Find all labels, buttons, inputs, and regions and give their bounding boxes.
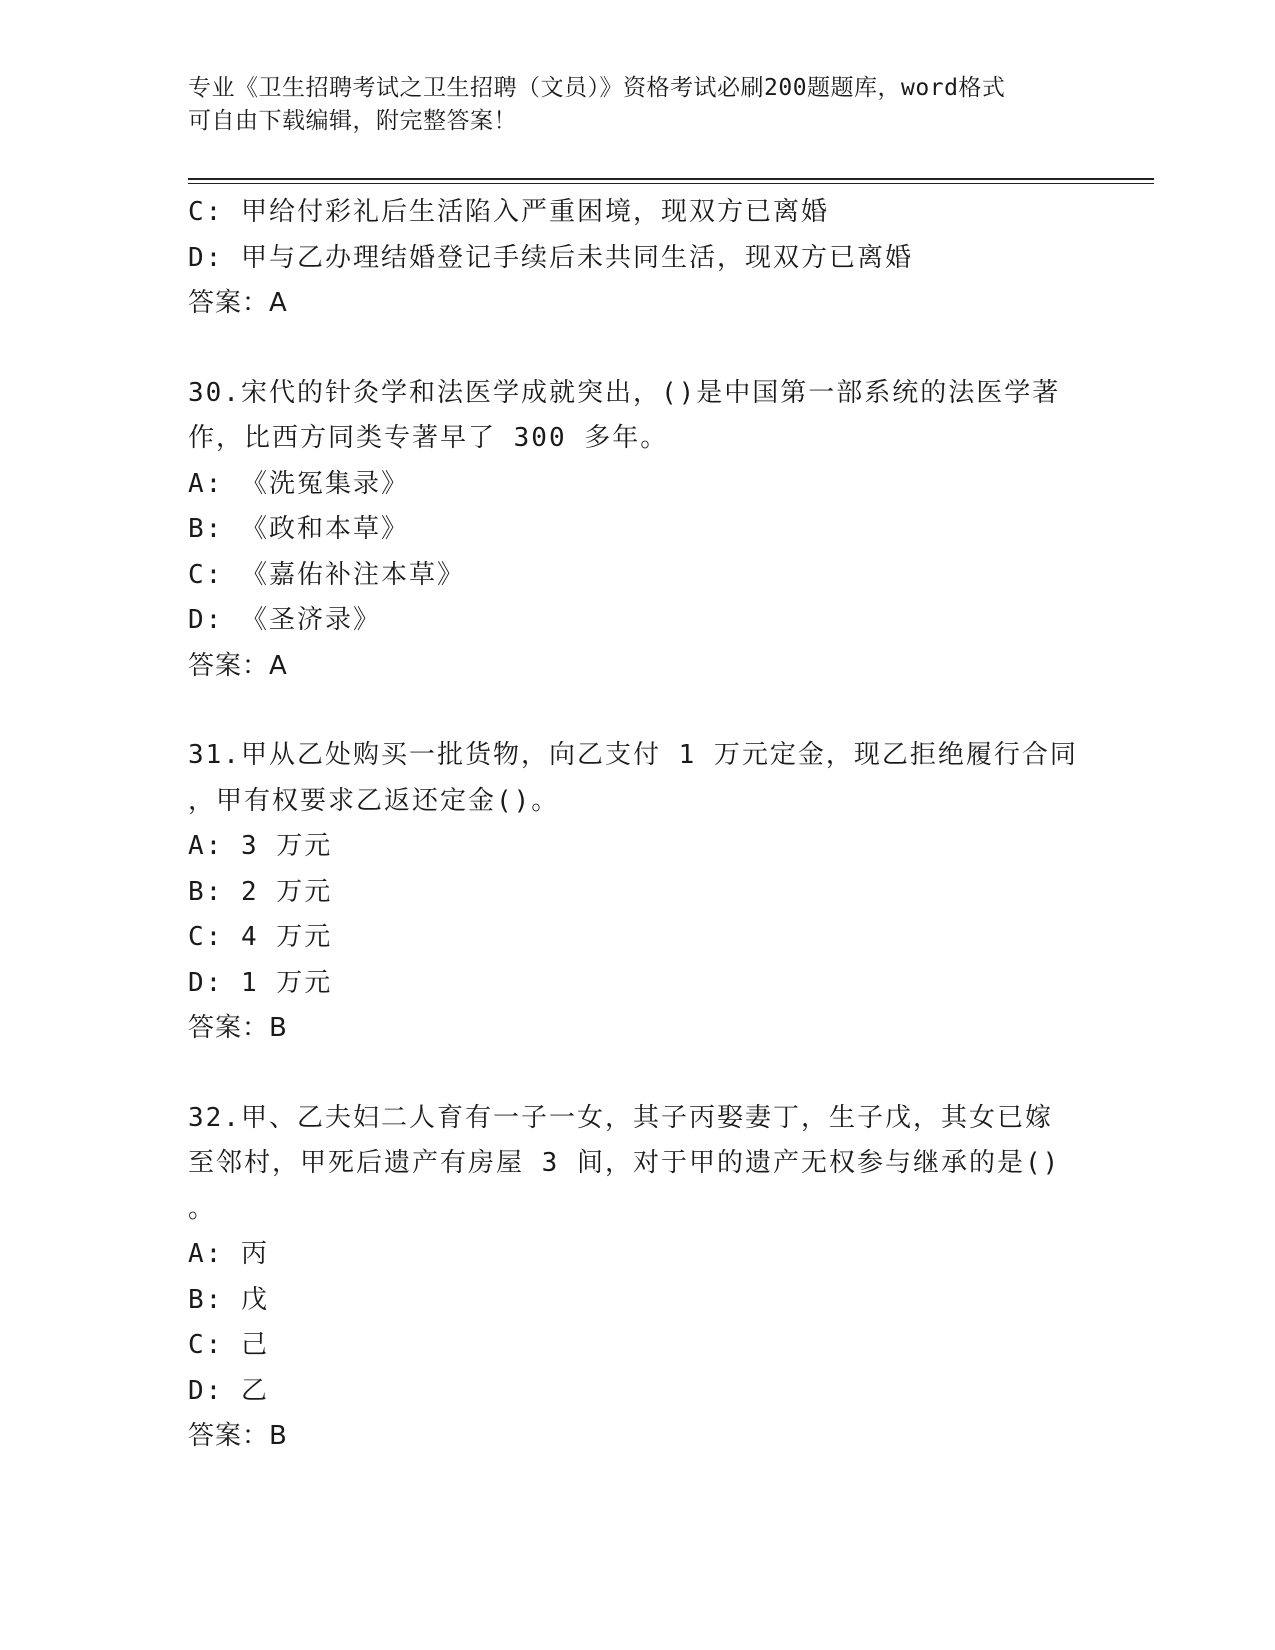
question-list	[188, 190, 1088, 1460]
spacer	[188, 1052, 1088, 1096]
option-c: C: 4 万元	[188, 922, 333, 952]
document-header	[188, 72, 1088, 138]
option-d: D: 《圣济录》	[188, 605, 381, 635]
header-rule-thick	[188, 178, 1154, 180]
option-d: D: 乙	[188, 1375, 269, 1406]
option-c: C: 《嘉佑补注本草》	[188, 559, 465, 590]
question-29-tail	[188, 190, 1088, 327]
option-b: B: 2 万元	[188, 876, 333, 907]
option-b: B: 戊	[188, 1284, 269, 1315]
header-rule-thin	[188, 183, 1154, 184]
question-stem-line: 31.甲从乙处购买一批货物，向乙支付 1 万元定金，现乙拒绝履行合同	[188, 740, 1078, 770]
question-32	[188, 1096, 1088, 1460]
answer-line: 答案：A	[188, 288, 288, 318]
spacer	[188, 689, 1088, 733]
option-d: D: 1 万元	[188, 967, 333, 998]
answer-line: 答案：B	[188, 1013, 288, 1043]
question-stem-line: 30.宋代的针灸学和法医学成就突出，()是中国第一部系统的法医学著	[188, 377, 1061, 408]
answer-line: 答案：B	[188, 1421, 288, 1451]
spacer	[188, 327, 1088, 371]
option-c: C: 甲给付彩礼后生活陷入严重困境，现双方已离婚	[188, 197, 829, 227]
question-stem-line: 作，比西方同类专著早了 300 多年。	[188, 423, 669, 453]
option-a: A: 3 万元	[188, 831, 333, 861]
question-stem-line: ，甲有权要求乙返还定金()。	[188, 785, 560, 816]
question-31	[188, 733, 1088, 1052]
question-stem-line: 32.甲、乙夫妇二人育有一子一女，其子丙娶妻丁，生子戊，其女已嫁	[188, 1102, 1053, 1133]
question-30	[188, 371, 1088, 690]
option-c: C: 己	[188, 1330, 269, 1360]
question-stem-line: 。	[188, 1193, 217, 1224]
header-title-line-1: 专业《卫生招聘考试之卫生招聘（文员）》资格考试必刷200题题库，word格式	[188, 75, 1006, 101]
option-d: D: 甲与乙办理结婚登记手续后未共同生活，现双方已离婚	[188, 242, 913, 273]
option-b: B: 《政和本草》	[188, 514, 409, 544]
question-stem-line: 至邻村，甲死后遗产有房屋 3 间，对于甲的遗产无权参与继承的是()	[188, 1148, 1061, 1178]
header-title-line-2: 可自由下载编辑，附完整答案！	[188, 108, 517, 134]
option-a: A: 丙	[188, 1239, 269, 1269]
option-a: A: 《洗冤集录》	[188, 468, 409, 499]
answer-line: 答案：A	[188, 650, 288, 681]
